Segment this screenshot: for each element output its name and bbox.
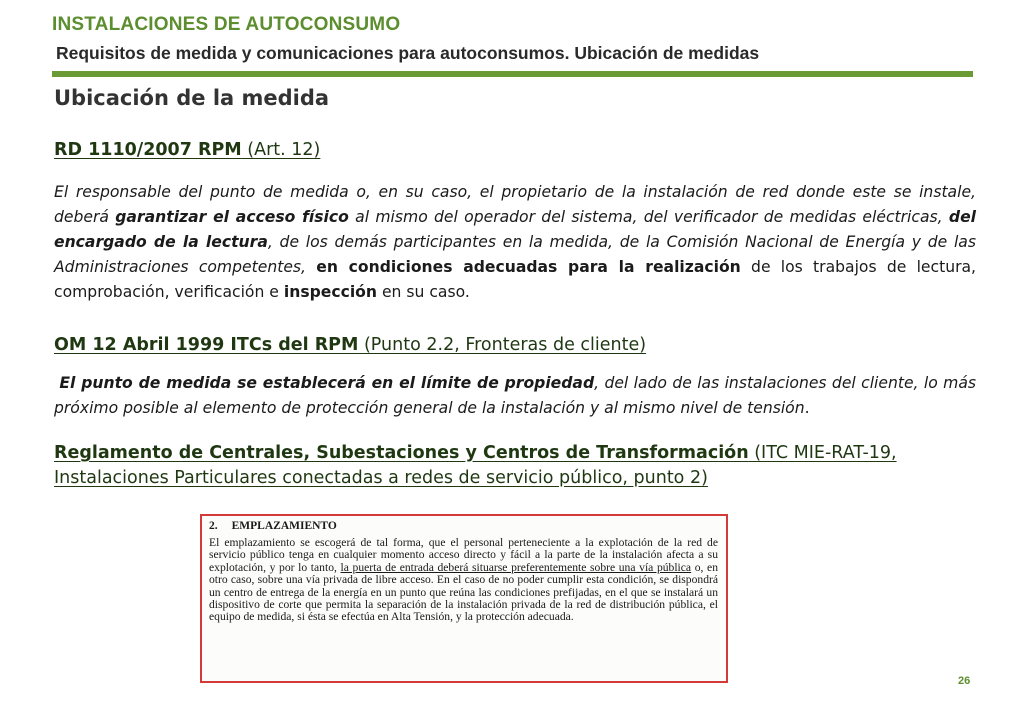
rd-text-5: , de los demás participantes en la medida, de la Comisión Nacional de Energía y de las Administraciones competentes,	[54, 233, 976, 276]
reglamento-heading	[54, 441, 976, 491]
rd-text-8: inspección	[283, 283, 377, 301]
om-heading	[54, 335, 646, 355]
rd-text-1: El responsable del punto de medida o, en su caso, el propietario de la instalación de red donde este se instale, deberá	[54, 183, 976, 226]
excerpt-text-1: El emplazamiento se escogerá de tal forma, que el personal perteneciente a la explotación de la red de servicio público tenga en cualquier momento acceso directo y fácil a la parte de la instalación afecta a su explotación, y por lo tanto,	[209, 536, 718, 574]
excerpt-title: EMPLAZAMIENTO	[231, 520, 337, 532]
om-text-rest: , del lado de las instalaciones del cliente, lo más próximo posible al elemento de protección general de la instalación y al mismo nivel de tensión	[54, 374, 976, 417]
rd-text-9: en su caso.	[377, 283, 470, 301]
header-subtitle: Requisitos de medida y comunicaciones para autoconsumos. Ubicación de medidas	[56, 43, 760, 63]
rd-heading	[54, 140, 320, 160]
excerpt-number: 2.	[209, 520, 218, 532]
excerpt-text	[209, 537, 718, 624]
rd-paragraph	[54, 180, 976, 305]
header-divider	[52, 71, 973, 77]
om-text-end: .	[804, 399, 810, 417]
section-title: Ubicación de la medida	[54, 86, 330, 110]
reglamento-heading-rest: (ITC MIE-RAT-19, Instalaciones Particulares conectadas a redes de servicio público, punto 2)	[54, 443, 897, 488]
om-paragraph	[54, 371, 976, 421]
rd-text-7: de los trabajos de lectura, comprobación, verificación e	[54, 258, 977, 301]
om-heading-rest: (Punto 2.2, Fronteras de cliente)	[358, 335, 647, 355]
excerpt-text-underlined: la puerta de entrada deberá situarse preferentemente sobre una vía pública	[340, 560, 692, 574]
rd-text-6: en condiciones adecuadas para la realización	[316, 258, 741, 276]
rd-heading-rest: (Art. 12)	[241, 140, 321, 160]
header-title: INSTALACIONES DE AUTOCONSUMO	[52, 14, 401, 35]
om-text-bold: El punto de medida se establecerá en el límite de propiedad	[59, 374, 595, 392]
rd-text-4: del encargado de la lectura	[54, 208, 976, 251]
reglamento-heading-bold: Reglamento de Centrales, Subestaciones y Centros de Transformación	[54, 443, 749, 463]
rd-text-2: garantizar el acceso físico	[115, 208, 349, 226]
rd-heading-bold: RD 1110/2007 RPM	[54, 140, 242, 160]
om-heading-bold: OM 12 Abril 1999 ITCs del RPM	[54, 335, 359, 355]
emplazamiento-excerpt	[200, 514, 728, 683]
excerpt-text-2: o, en otro caso, sobre una vía privada de libre acceso. En el caso de no poder cumplir esta condición, se dispondrá un centro de entrega de la energía en un punto que reúna las condiciones prefijadas, en el que se instalará un dispositivo de corte que permita la separación de la instalación privada de la red de distribución pública, el equipo de medida, si ésta se efectúa en Alta Tensión, y la protección adecuada.	[209, 560, 718, 624]
rd-text-3: al mismo del operador del sistema, del verificador de medidas eléctricas,	[348, 208, 949, 226]
page-number: 26	[958, 675, 971, 687]
